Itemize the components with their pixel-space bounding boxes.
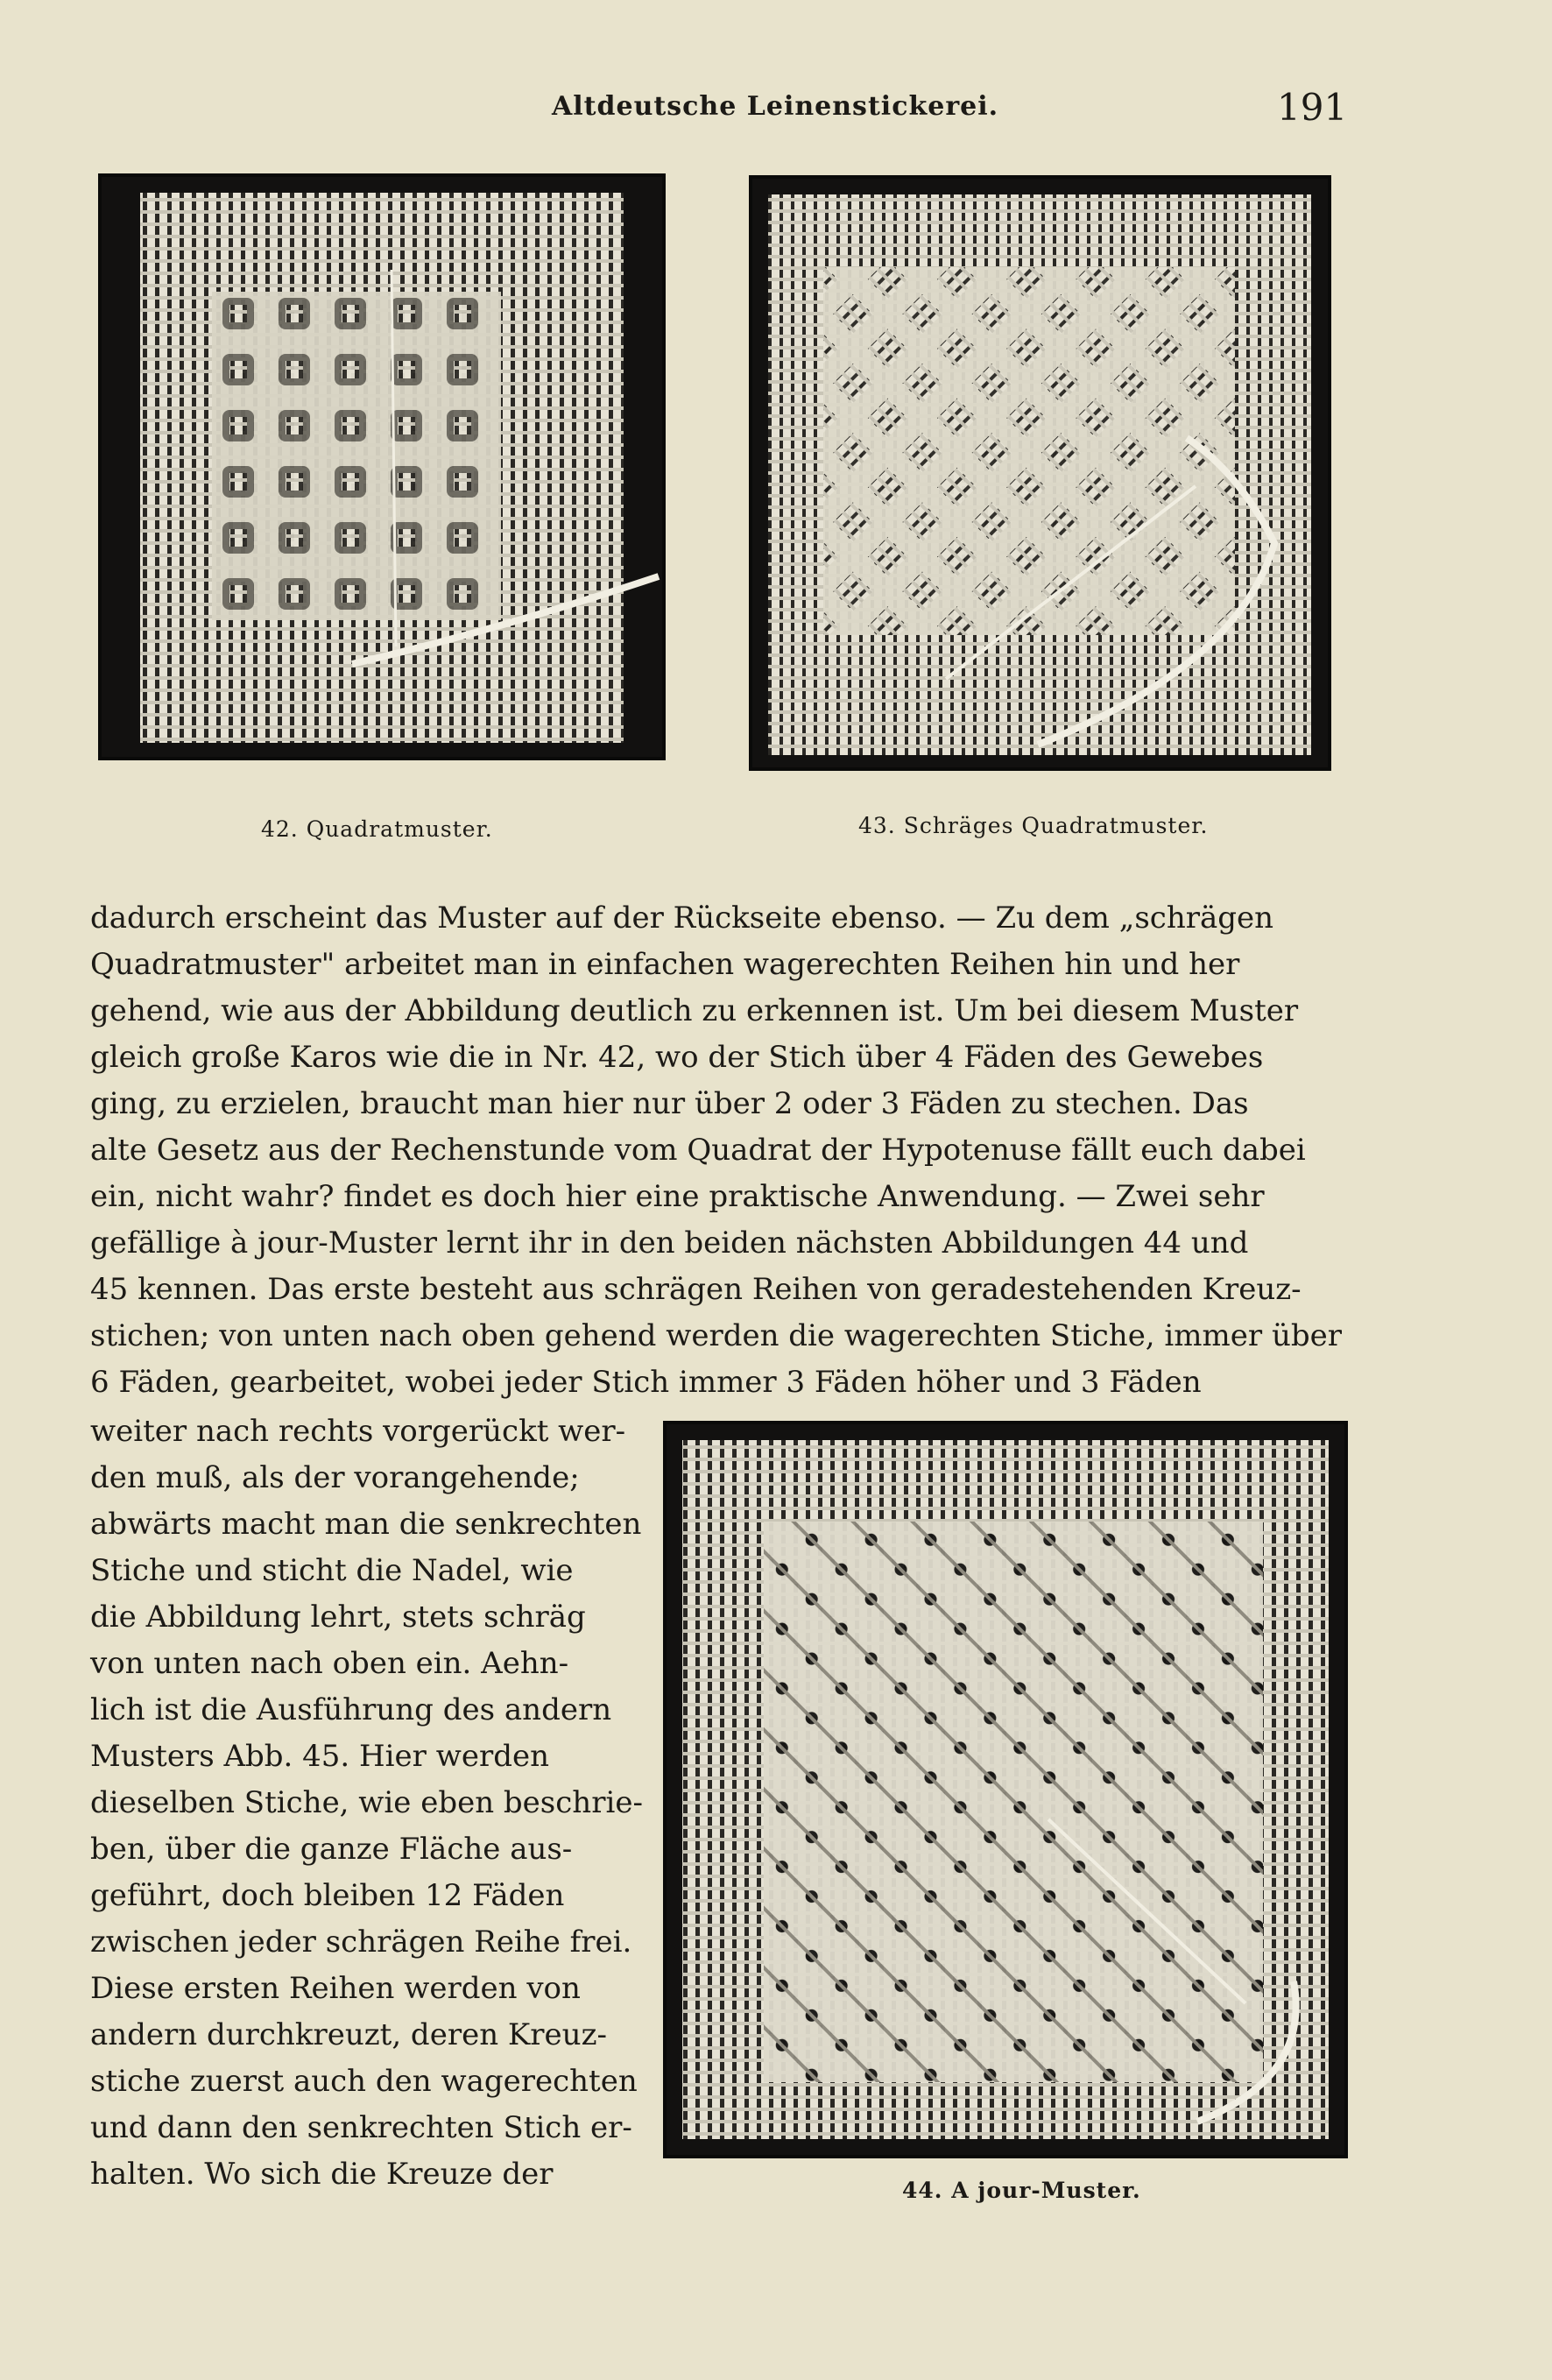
figure-43-image [749,175,1331,771]
body-line: 45 kennen. Das erste besteht aus schrägen Reihen von geradestehenden Kreuz- [90,1272,1302,1307]
column-line: halten. Wo sich die Kreuze der [90,2157,554,2192]
body-line: ein, nicht wahr? findet es doch hier eine praktische Anwendung. — Zwei sehr [90,1179,1265,1214]
body-line: dadurch erscheint das Muster auf der Rückseite ebenso. — Zu dem „schrägen [90,900,1274,936]
column-line: lich ist die Ausführung des andern [90,1692,612,1727]
column-line: und dann den senkrechten Stich er- [90,2110,632,2145]
figure-44-image [663,1421,1348,2158]
column-line: Diese ersten Reihen werden von [90,1971,581,2006]
figure-42-caption: 42. Quadratmuster. [261,816,493,842]
column-line: von unten nach oben ein. Aehn- [90,1646,569,1681]
body-line: Quadratmuster" arbeitet man in einfachen wagerechten Reihen hin und her [90,947,1240,982]
page-number: 191 [1277,86,1348,129]
column-line: weiter nach rechts vorgerückt wer- [90,1414,626,1449]
body-line: gleich große Karos wie die in Nr. 42, wo der Stich über 4 Fäden des Gewebes [90,1040,1264,1075]
body-line: ging, zu erzielen, braucht man hier nur über 2 oder 3 Fäden zu stechen. Das [90,1086,1249,1121]
column-line: andern durchkreuzt, deren Kreuz- [90,2017,607,2052]
column-line: die Abbildung lehrt, stets schräg [90,1600,586,1635]
body-line: alte Gesetz aus der Rechenstunde vom Quadrat der Hypotenuse fällt euch dabei [90,1133,1306,1168]
column-line: abwärts macht man die senkrechten [90,1507,642,1542]
column-line: dieselben Stiche, wie eben beschrie- [90,1785,643,1820]
body-line: stichen; von unten nach oben gehend werden die wagerechten Stiche, immer über [90,1318,1342,1353]
column-line: zwischen jeder schrägen Reihe frei. [90,1924,632,1960]
column-line: den muß, als der vorangehende; [90,1460,580,1495]
figure-44-caption: 44. A jour-Muster. [902,2178,1141,2203]
figure-43-caption: 43. Schräges Quadratmuster. [858,813,1209,838]
column-line: stiche zuerst auch den wagerechten [90,2064,638,2099]
running-head: Altdeutsche Leinenstickerei. [552,91,999,122]
column-line: geführt, doch bleiben 12 Fäden [90,1878,565,1913]
body-line: gefällige à jour-Muster lernt ihr in den beiden nächsten Abbildungen 44 und [90,1225,1249,1261]
column-line: Stiche und sticht die Nadel, wie [90,1553,574,1588]
body-line: 6 Fäden, gearbeitet, wobei jeder Stich immer 3 Fäden höher und 3 Fäden [90,1365,1202,1400]
column-line: ben, über die ganze Fläche aus- [90,1832,573,1867]
column-line: Musters Abb. 45. Hier werden [90,1739,549,1774]
figure-42-image [98,173,666,760]
body-line: gehend, wie aus der Abbildung deutlich zu erkennen ist. Um bei diesem Muster [90,993,1299,1028]
